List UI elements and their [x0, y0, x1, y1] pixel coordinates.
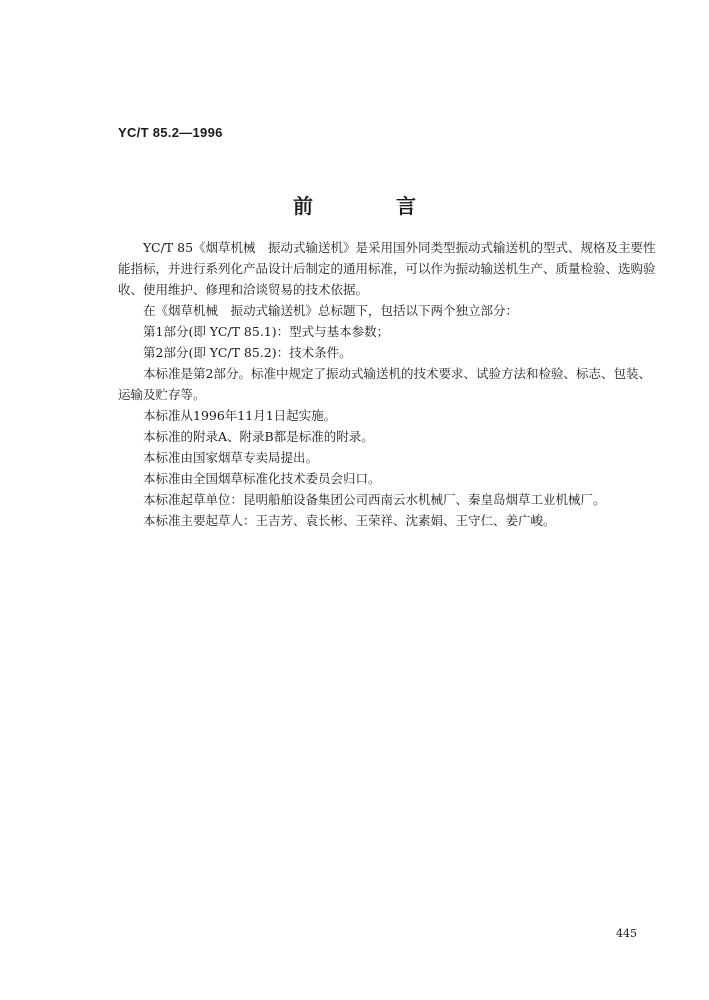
paragraph-annexes: 本标准的附录A、附录B都是标准的附录。	[143, 429, 374, 444]
paragraph-parts-intro: 在《烟草机械 振动式输送机》总标题下，包括以下两个独立部分：	[143, 303, 519, 318]
page-number: 445	[616, 927, 637, 940]
page-title: 前 言	[293, 194, 454, 218]
paragraph-drafting-units: 本标准起草单位：昆明船舶设备集团公司西南云水机械厂、秦皇岛烟草工业机械厂。	[143, 492, 606, 507]
paragraph-effective-date: 本标准从1996年11月1日起实施。	[143, 408, 337, 423]
paragraph-part-2: 第2部分(即 YC/T 85.2)：技术条件。	[143, 345, 352, 360]
paragraph-part-1: 第1部分(即 YC/T 85.1)：型式与基本参数；	[143, 324, 390, 339]
paragraph-drafters: 本标准主要起草人：王吉芳、袁长彬、王荣祥、沈素娟、王守仁、姜广峻。	[143, 513, 556, 528]
paragraph-committee: 本标准由全国烟草标准化技术委员会归口。	[143, 471, 381, 486]
foreword-body	[118, 237, 662, 531]
paragraph-proposer: 本标准由国家烟草专卖局提出。	[143, 450, 319, 465]
paragraph-scope: 本标准是第2部分。标准中规定了振动式输送机的技术要求、试验方法和检验、标志、包装、运输及贮存等。	[118, 366, 651, 402]
standard-code: YC/T 85.2—1996	[118, 125, 223, 140]
paragraph-intro: YC/T 85《烟草机械 振动式输送机》是采用国外同类型振动式输送机的型式、规格及主要性能指标，并进行系列化产品设计后制定的通用标准，可以作为振动输送机生产、质量检验、选购验收、使用维护、修理和洽谈贸易的技术依据。	[118, 240, 656, 297]
